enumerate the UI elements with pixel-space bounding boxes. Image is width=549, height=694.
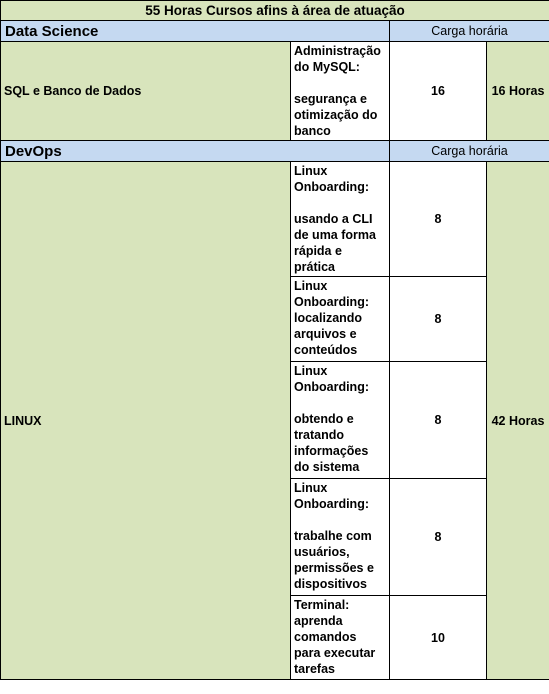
course-hours: 8 bbox=[390, 362, 487, 479]
table-row bbox=[1, 42, 549, 141]
course-line: do MySQL: bbox=[294, 60, 360, 74]
course-hours: 16 bbox=[390, 42, 487, 141]
hours-header: Carga horária bbox=[390, 141, 549, 162]
course-line: Onboarding: bbox=[294, 295, 369, 309]
section-header-row bbox=[1, 21, 549, 42]
course-line: otimização do bbox=[294, 108, 378, 122]
group-label-sql: SQL e Banco de Dados bbox=[1, 42, 291, 141]
course-line: permissões e bbox=[294, 561, 374, 575]
course-line: Linux bbox=[294, 279, 328, 293]
course-title bbox=[291, 479, 390, 596]
course-line: usando a CLI bbox=[294, 212, 373, 226]
course-line: comandos bbox=[294, 630, 357, 644]
course-line: Administração bbox=[294, 44, 381, 58]
course-line: Linux bbox=[294, 364, 328, 378]
course-line: arquivos e bbox=[294, 327, 357, 341]
course-title bbox=[291, 162, 390, 277]
table-row bbox=[1, 162, 549, 277]
course-line: informações bbox=[294, 444, 369, 458]
course-line: Onboarding: bbox=[294, 180, 369, 194]
course-line: usuários, bbox=[294, 545, 350, 559]
course-line: Linux bbox=[294, 481, 328, 495]
course-line: conteúdos bbox=[294, 343, 358, 357]
course-line: para executar bbox=[294, 646, 376, 660]
course-line: segurança e bbox=[294, 92, 367, 106]
course-line: dispositivos bbox=[294, 577, 367, 591]
section-title-data-science: Data Science bbox=[1, 21, 390, 42]
group-total: 16 Horas bbox=[487, 42, 549, 141]
course-line: rápida e bbox=[294, 244, 342, 258]
group-label-linux: LINUX bbox=[1, 162, 291, 680]
course-hours: 8 bbox=[390, 479, 487, 596]
table-title: 55 Horas Cursos afins à área de atuação bbox=[1, 1, 549, 21]
course-line: banco bbox=[294, 124, 331, 138]
course-line: Onboarding: bbox=[294, 497, 369, 511]
section-title-devops: DevOps bbox=[1, 141, 390, 162]
course-line: aprenda bbox=[294, 614, 343, 628]
course-line: Terminal: bbox=[294, 598, 350, 612]
course-line: trabalhe com bbox=[294, 529, 372, 543]
course-title bbox=[291, 362, 390, 479]
course-line: localizando bbox=[294, 311, 363, 325]
course-line: tratando bbox=[294, 428, 344, 442]
course-line: prática bbox=[294, 260, 335, 274]
course-hours: 8 bbox=[390, 277, 487, 362]
course-title bbox=[291, 42, 390, 141]
group-total: 42 Horas bbox=[487, 162, 549, 680]
course-line: Linux bbox=[294, 164, 328, 178]
section-header-row bbox=[1, 141, 549, 162]
title-row bbox=[1, 1, 549, 21]
course-line: tarefas bbox=[294, 662, 335, 676]
course-line: do sistema bbox=[294, 460, 360, 474]
course-line: de uma forma bbox=[294, 228, 376, 242]
course-line: obtendo e bbox=[294, 412, 354, 426]
hours-header: Carga horária bbox=[390, 21, 549, 42]
course-hours: 8 bbox=[390, 162, 487, 277]
course-title bbox=[291, 277, 390, 362]
course-title bbox=[291, 596, 390, 680]
course-line: Onboarding: bbox=[294, 380, 369, 394]
course-hours: 10 bbox=[390, 596, 487, 680]
